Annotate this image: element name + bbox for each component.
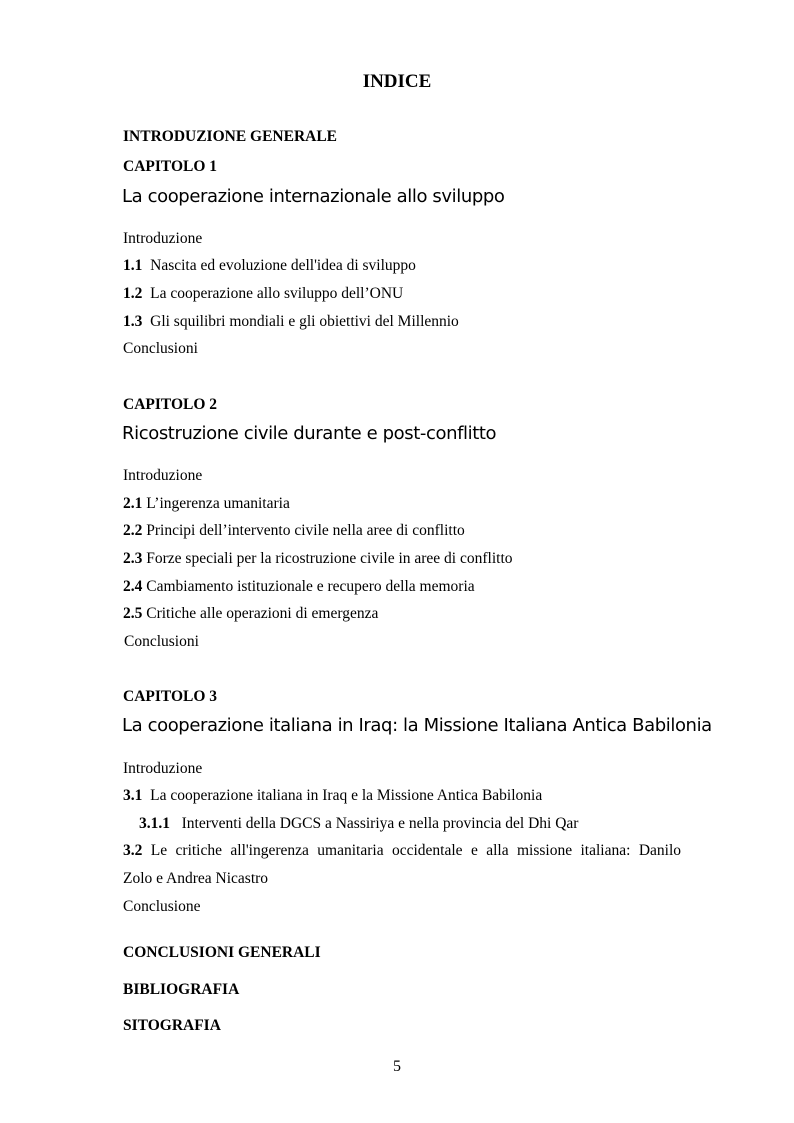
- section-title: Forze speciali per la ricostruzione civile in aree di conflitto: [146, 550, 513, 567]
- section-title: Le critiche all'ingerenza umanitaria occidentale e alla missione italiana: Danilo: [150, 842, 682, 859]
- section-title: La cooperazione allo sviluppo dell’ONU: [150, 285, 404, 302]
- toc-entry-1-1[interactable]: [123, 257, 416, 275]
- chapter-2-title[interactable]: Ricostruzione civile durante e post-conflitto: [122, 423, 497, 444]
- section-number: 2.2: [123, 522, 143, 539]
- toc-intro-generale[interactable]: INTRODUZIONE GENERALE: [123, 128, 338, 145]
- toc-entry-2-4[interactable]: [123, 578, 475, 596]
- section-number: 3.2: [123, 842, 143, 859]
- toc-conclusioni-generali[interactable]: CONCLUSIONI GENERALI: [123, 944, 321, 961]
- page-number: 5: [393, 1058, 401, 1075]
- page-title: INDICE: [362, 71, 432, 92]
- section-number: 1.3: [123, 313, 143, 330]
- section-number: 2.5: [123, 605, 143, 622]
- toc-entry-3-2[interactable]: [123, 842, 681, 860]
- chapter-3-conclusion[interactable]: Conclusione: [123, 898, 201, 915]
- section-number: 3.1: [123, 787, 143, 804]
- toc-entry-2-1[interactable]: [123, 495, 290, 513]
- toc-sitografia[interactable]: SITOGRAFIA: [123, 1017, 221, 1034]
- section-number: 2.4: [123, 578, 143, 595]
- toc-entry-2-3[interactable]: [123, 550, 513, 568]
- toc-entry-2-5[interactable]: [123, 605, 378, 623]
- toc-entry-3-2-continued[interactable]: Zolo e Andrea Nicastro: [123, 870, 269, 887]
- section-title: Gli squilibri mondiali e gli obiettivi del Millennio: [150, 313, 459, 330]
- section-title: Nascita ed evoluzione dell'idea di sviluppo: [150, 257, 416, 274]
- toc-bibliografia[interactable]: BIBLIOGRAFIA: [123, 981, 240, 998]
- chapter-2-intro[interactable]: Introduzione: [123, 467, 203, 484]
- section-number: 2.1: [123, 495, 143, 512]
- chapter-1-intro[interactable]: Introduzione: [123, 230, 203, 247]
- chapter-1-title[interactable]: La cooperazione internazionale allo sviluppo: [122, 186, 505, 207]
- toc-entry-1-3[interactable]: [123, 313, 459, 331]
- section-title: Principi dell’intervento civile nella aree di conflitto: [146, 522, 465, 539]
- chapter-2-label[interactable]: CAPITOLO 2: [123, 396, 218, 413]
- chapter-1-conclusion[interactable]: Conclusioni: [123, 340, 198, 357]
- toc-entry-3-1-1[interactable]: [139, 815, 578, 833]
- section-number: 1.2: [123, 285, 143, 302]
- chapter-2-conclusion[interactable]: Conclusioni: [124, 633, 199, 650]
- toc-entry-3-1[interactable]: [123, 787, 542, 805]
- section-title: Cambiamento istituzionale e recupero della memoria: [146, 578, 475, 595]
- section-title: Critiche alle operazioni di emergenza: [146, 605, 379, 622]
- chapter-1-label[interactable]: CAPITOLO 1: [123, 158, 218, 175]
- section-number: 3.1.1: [139, 815, 170, 832]
- chapter-3-label[interactable]: CAPITOLO 3: [123, 688, 218, 705]
- chapter-3-title[interactable]: La cooperazione italiana in Iraq: la Missione Italiana Antica Babilonia: [122, 715, 712, 736]
- chapter-3-intro[interactable]: Introduzione: [123, 760, 203, 777]
- section-title: L’ingerenza umanitaria: [146, 495, 290, 512]
- section-title: La cooperazione italiana in Iraq e la Missione Antica Babilonia: [150, 787, 543, 804]
- section-title: Interventi della DGCS a Nassiriya e nella provincia del Dhi Qar: [181, 815, 579, 832]
- section-number: 1.1: [123, 257, 143, 274]
- toc-entry-2-2[interactable]: [123, 522, 465, 540]
- section-number: 2.3: [123, 550, 143, 567]
- toc-entry-1-2[interactable]: [123, 285, 403, 303]
